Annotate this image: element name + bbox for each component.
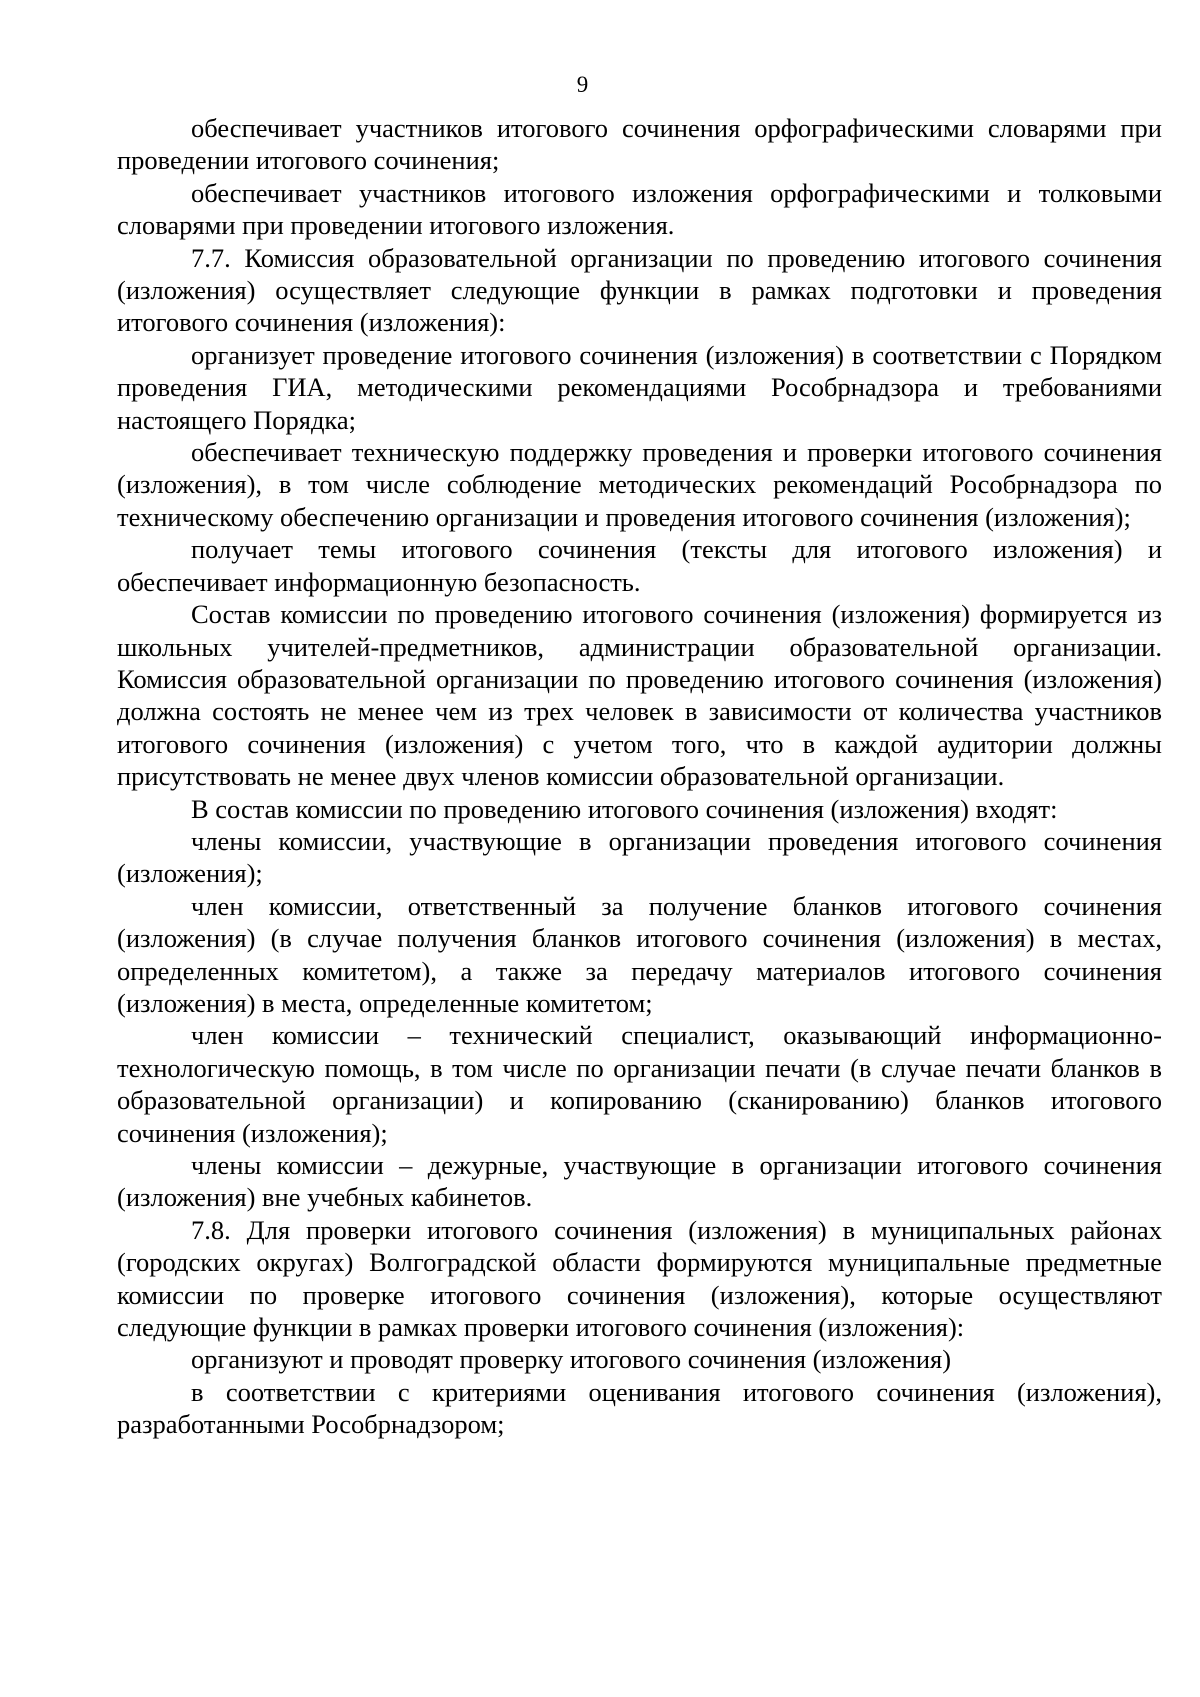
- paragraph: обеспечивает техническую поддержку проведения и проверки итогового сочинения (изложения), в том числе соблюдение методических рекомендаций Рособрнадзора по техническому обеспечению организации и проведения итогового сочинения (изложения);: [117, 437, 1162, 532]
- paragraph: члены комиссии, участвующие в организации проведения итогового сочинения (изложения);: [117, 825, 1162, 889]
- paragraph: член комиссии, ответственный за получение бланков итогового сочинения (изложения) (в случае получения бланков итогового сочинения (изложения) в местах, определенных комитетом), а также за передачу материалов итогового сочинения (изложения) в места, определенные комитетом;: [117, 890, 1162, 1018]
- paragraph: 7.7. Комиссия образовательной организации по проведению итогового сочинения (изложения) осуществляет следующие функции в рамках подготовки и проведения итогового сочинения (изложения):: [117, 242, 1162, 338]
- paragraph: Состав комиссии по проведению итогового сочинения (изложения) формируется из школьных учителей-предметников, администрации образовательной организации. Комиссия образовательной организации по проведению итогового сочинения (изложения) должна состоять не менее чем из трех человек в зависимости от количества участников итогового сочинения (изложения) с учетом того, что в каждой аудитории должны присутствовать не менее двух членов комиссии образовательной организации.: [117, 599, 1162, 792]
- paragraph: в соответствии с критериями оценивания итогового сочинения (изложения), разработанными Рособрнадзором;: [117, 1376, 1162, 1440]
- paragraph: организуют и проводят проверку итогового сочинения (изложения): [191, 1344, 952, 1375]
- paragraph: обеспечивает участников итогового изложения орфографическими и толковыми словарями при проведении итогового изложения.: [117, 177, 1162, 241]
- paragraph: получает темы итогового сочинения (тексты для итогового изложения) и обеспечивает информационную безопасность.: [117, 534, 1162, 597]
- document-body: [117, 112, 1162, 1441]
- paragraph: организует проведение итогового сочинения (изложения) в соответствии с Порядком проведения ГИА, методическими рекомендациями Рособрнадзора и требованиями настоящего Порядка;: [117, 339, 1162, 435]
- paragraph: член комиссии – технический специалист, оказывающий информационно-технологическую помощь, в том числе по организации печати (в случае печати бланков в образовательной организации) и копированию (сканированию) бланков итогового сочинения (изложения);: [117, 1020, 1162, 1148]
- paragraph: В состав комиссии по проведению итогового сочинения (изложения) входят:: [191, 793, 1058, 824]
- paragraph: члены комиссии – дежурные, участвующие в организации итогового сочинения (изложения) вне учебных кабинетов.: [117, 1150, 1162, 1213]
- page-number: 9: [576, 72, 589, 97]
- paragraph: 7.8. Для проверки итогового сочинения (изложения) в муниципальных районах (городских округах) Волгоградской области формируются муниципальные предметные комиссии по проверке итогового сочинения (изложения), которые осуществляют следующие функции в рамках проверки итогового сочинения (изложения):: [117, 1214, 1162, 1343]
- paragraph: обеспечивает участников итогового сочинения орфографическими словарями при проведении итогового сочинения;: [117, 113, 1162, 176]
